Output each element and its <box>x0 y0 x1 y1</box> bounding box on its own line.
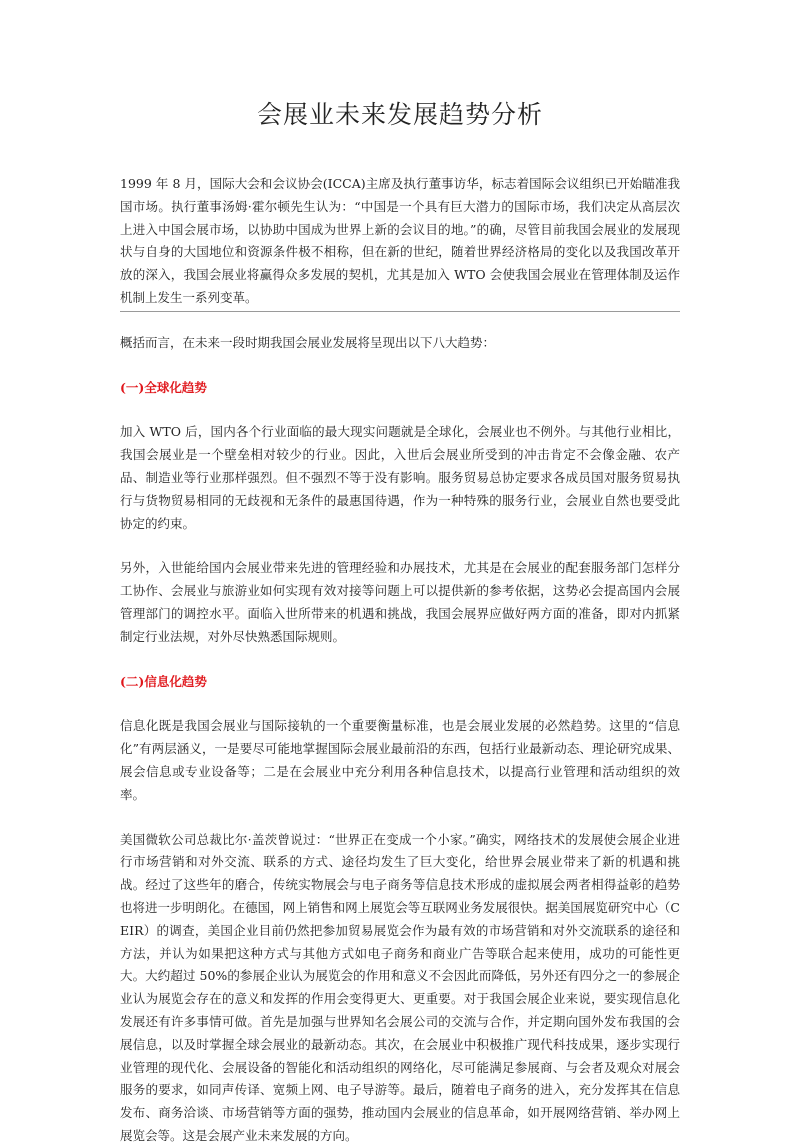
intro-paragraph: 1999 年 8 月，国际大会和会议协会(ICCA)主席及执行董事访华，标志着国际会议组织已开始瞄准我国市场。执行董事汤姆·霍尔顿先生认为：“中国是一个具有巨大潜力的国际市场，我们决定从高层次上进入中国会展市场，以协助中国成为世界上新的会议目的地。”的确，尽管目前我国会展业的发展现状与自身的大国地位和资源条件极不相称，但在新的世纪，随着世界经济格局的变化以及我国改革开放的深入，我国会展业将赢得众多发展的契机，尤其是加入 WTO 会使我国会展业在管理体制及运作机制上发生一系列变革。 <box>120 176 680 305</box>
section-globalization <box>120 377 680 649</box>
section-heading: (一)全球化趋势 <box>120 379 207 395</box>
horizontal-divider <box>120 311 680 312</box>
section-informatization <box>120 671 680 1148</box>
section-paragraph: 美国微软公司总裁比尔·盖茨曾说过：“世界正在变成一个小家。”确实，网络技术的发展使会展企业进行市场营销和对外交流、联系的方式、途径均发生了巨大变化，给世界会展业带来了新的机遇和挑战。经过了这些年的磨合，传统实物展会与电子商务等信息技术形成的虚拟展会两者相得益彰的趋势也将进一步明朗化。在德国，网上销售和网上展览会等互联网业务发展很快。据美国展览研究中心（CEIR）的调查，美国企业目前仍然把参加贸易展览会作为最有效的市场营销和对外交流联系的途径和方法，并认为如果把这种方式与其他方式如电子商务和商业广告等联合起来使用，成功的可能性更大。大约超过 50%的参展企业认为展览会的作用和意义不会因此而降低，另外还有四分之一的参展企业认为展览会存在的意义和发挥的作用会变得更大、更重要。对于我国会展企业来说，要实现信息化发展还有许多事情可做。首先是加强与世界知名会展公司的交流与合作，并定期向国外发布我国的会展信息，以及时掌握全球会展业的最新动态。其次，在会展业中积极推广现代科技成果，逐步实现行业管理的现代化、会展设备的智能化和活动组织的网络化，尽可能满足参展商、与会者及观众对展会服务的要求，如同声传译、宽频上网、电子导游等。最后，随着电子商务的进入，充分发挥其在信息发布、商务洽谈、市场营销等方面的强势，推动国内会展业的信息革命，如开展网络营销、举办网上展览会等。这是会展产业未来发展的方向。 <box>120 831 680 1143</box>
section-heading: (二)信息化趋势 <box>120 673 207 689</box>
document-page <box>120 95 680 1148</box>
section-paragraph: 信息化既是我国会展业与国际接轨的一个重要衡量标准，也是会展业发展的必然趋势。这里的“信息化”有两层涵义，一是要尽可能地掌握国际会展业最前沿的东西，包括行业最新动态、理论研究成果、展会信息或专业设备等；二是在会展业中充分利用各种信息技术，以提高行业管理和活动组织的效率。 <box>120 718 680 802</box>
section-paragraph: 另外，入世能给国内会展业带来先进的管理经验和办展技术，尤其是在会展业的配套服务部门怎样分工协作、会展业与旅游业如何实现有效对接等问题上可以提供新的参考依据，这势必会提高国内会展管理部门的调控水平。面临入世所带来的机遇和挑战，我国会展界应做好两方面的准备，即对内抓紧制定行业法规，对外尽快熟悉国际规则。 <box>120 560 680 644</box>
summary-paragraph: 概括而言，在未来一段时期我国会展业发展将呈现出以下八大趋势： <box>120 334 496 350</box>
document-title: 会展业未来发展趋势分析 <box>256 100 543 129</box>
section-paragraph: 加入 WTO 后，国内各个行业面临的最大现实问题就是全球化，会展业也不例外。与其他行业相比，我国会展业是一个壁垒相对较少的行业。因此，入世后会展业所受到的冲击肯定不会像金融、农产品、制造业等行业那样强烈。但不强烈不等于没有影响。服务贸易总协定要求各成员国对服务贸易执行与货物贸易相同的无歧视和无条件的最惠国待遇，作为一种特殊的服务行业，会展业自然也要受此协定的约束。 <box>120 424 680 531</box>
